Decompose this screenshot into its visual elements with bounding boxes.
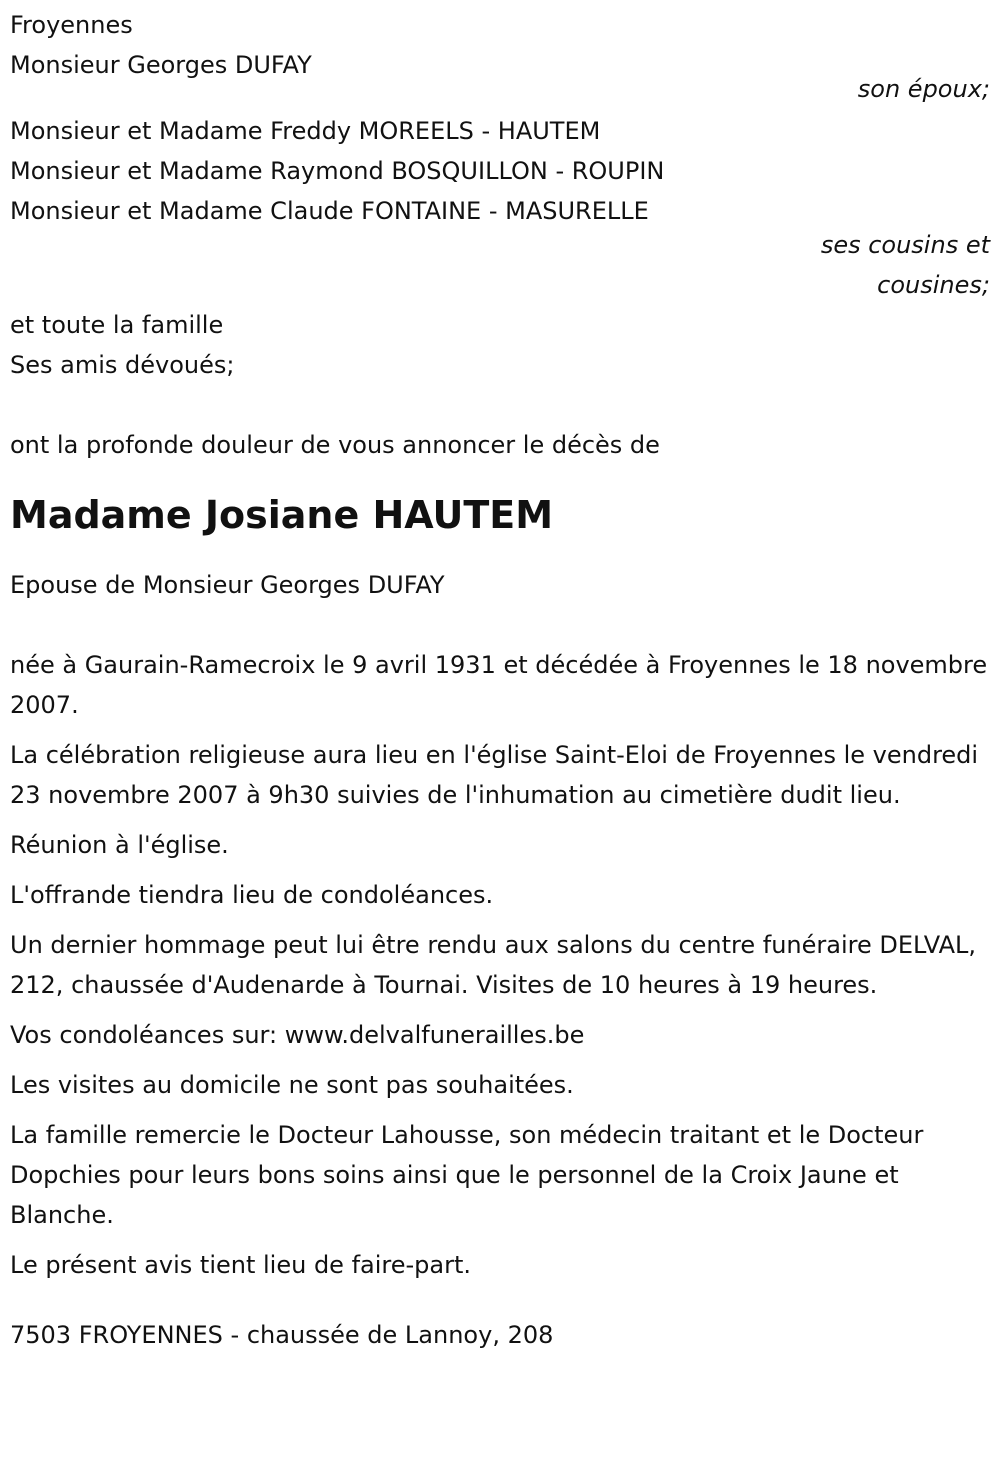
announcement-line: ont la profonde douleur de vous annoncer le décès de xyxy=(10,431,660,459)
friends-line: Ses amis dévoués; xyxy=(10,351,235,379)
cousins-relation: ses cousins et cousines; xyxy=(820,231,990,299)
tribute-paragraph: Un dernier hommage peut lui être rendu aux salons du centre funéraire DELVAL, 212, chaussée d'Audenarde à Tournai. Visites de 10 heures à 19 heures. xyxy=(10,931,977,999)
thanks-paragraph: La famille remercie le Docteur Lahousse, son médecin traitant et le Docteur Dopchies pour leurs bons soins ainsi que le personnel de la Croix Jaune et Blanche. xyxy=(10,1121,924,1229)
spouse-name: Monsieur Georges DUFAY xyxy=(10,51,312,79)
family-line: et toute la famille xyxy=(10,311,224,339)
visits-paragraph: Les visites au domicile ne sont pas souhaitées. xyxy=(10,1071,574,1099)
address-line: 7503 FROYENNES - chaussée de Lannoy, 208 xyxy=(10,1321,554,1349)
cousin-line: Monsieur et Madame Freddy MOREELS - HAUTEM xyxy=(10,117,601,145)
deceased-name: Madame Josiane HAUTEM xyxy=(10,493,554,537)
cousin-line: Monsieur et Madame Claude FONTAINE - MASURELLE xyxy=(10,197,649,225)
meeting-paragraph: Réunion à l'église. xyxy=(10,831,229,859)
location-line: Froyennes xyxy=(10,11,133,39)
condolences-paragraph: Vos condoléances sur: www.delvalfunerailles.be xyxy=(10,1021,585,1049)
birth-death-paragraph: née à Gaurain-Ramecroix le 9 avril 1931 et décédée à Froyennes le 18 novembre 2007. xyxy=(10,651,988,719)
spacer xyxy=(10,605,990,645)
notice-paragraph: Le présent avis tient lieu de faire-part. xyxy=(10,1251,472,1279)
offering-paragraph: L'offrande tiendra lieu de condoléances. xyxy=(10,881,494,909)
spouse-of-line: Epouse de Monsieur Georges DUFAY xyxy=(10,571,445,599)
spacer xyxy=(10,385,990,425)
ceremony-paragraph: La célébration religieuse aura lieu en l'église Saint-Eloi de Froyennes le vendredi 23 novembre 2007 à 9h30 suivies de l'inhumation au cimetière dudit lieu. xyxy=(10,741,979,809)
spacer xyxy=(10,1295,990,1315)
spouse-relation: son époux; xyxy=(857,75,990,103)
cousin-line: Monsieur et Madame Raymond BOSQUILLON - ROUPIN xyxy=(10,157,665,185)
